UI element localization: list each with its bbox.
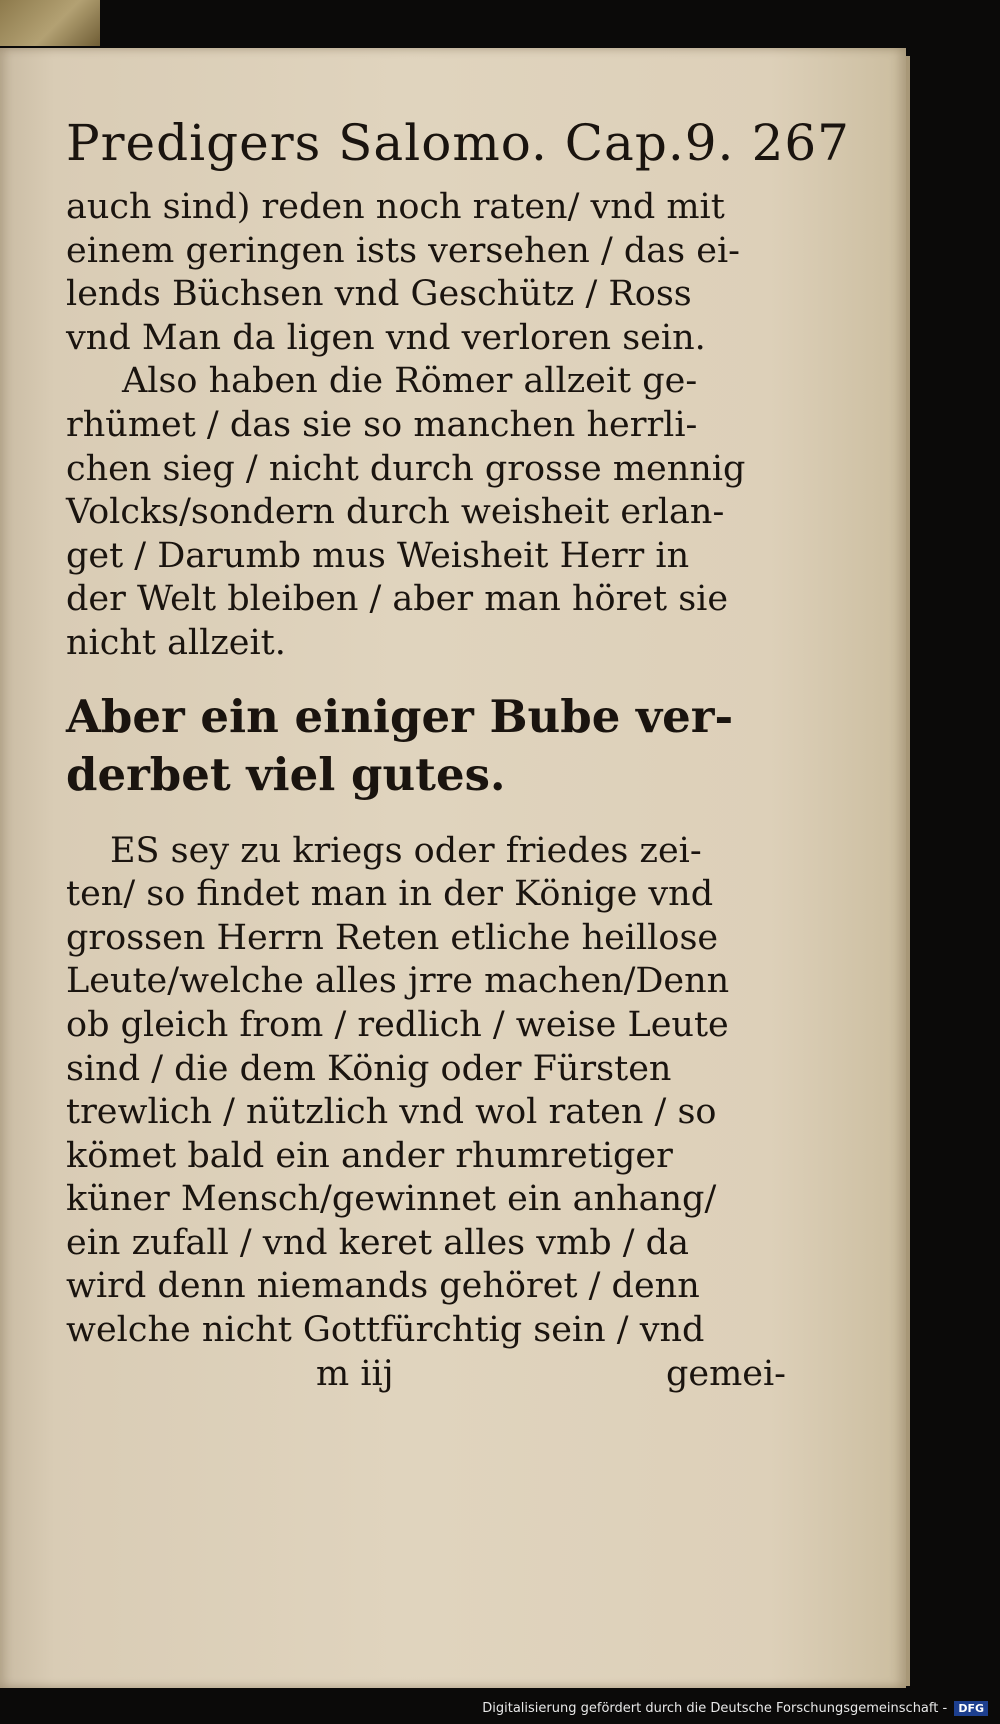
text-line: Also haben die Römer allzeit ge- [122,361,698,402]
signature-line [66,1353,786,1397]
text-line: küner Mensch/gewinnet ein anhang/ [66,1179,717,1220]
text-line: ob gleich from / redlich / weise Leute [66,1004,729,1045]
text-line: chen sieg / nicht durch grosse mennig [66,448,746,489]
heading-line: derbet viel gutes. [66,747,506,801]
text-line: nicht allzeit. [66,622,286,663]
dfg-logo-icon: DFG [954,1701,988,1716]
footer-credit: Digitalisierung gefördert durch die Deutsche Forschungsgemeinschaft - [482,1701,948,1716]
signature-mark: m iij [316,1353,394,1394]
paragraph-2 [66,360,786,665]
text-line: rhümet / das sie so manchen herrli- [66,404,698,445]
section-heading [66,688,786,804]
paragraph-3 [66,830,786,1353]
heading-line: Aber ein einiger Bube ver- [66,689,734,743]
text-line: welche nicht Gottfürchtig sein / vnd [66,1310,705,1351]
text-line: auch sind) reden noch raten/ vnd mit [66,187,725,227]
digitization-footer [0,1701,1000,1716]
catchword: gemei- [665,1353,786,1394]
text-line: get / Darumb mus Weisheit Herr in [66,535,690,576]
text-line: ten/ so findet man in der Könige vnd [66,874,714,915]
text-line: kömet bald ein ander rhumretiger [66,1135,673,1176]
text-line: einem geringen ists versehen / das ei- [66,230,740,271]
text-line: der Welt bleiben / aber man höret sie [66,579,729,620]
text-line: vnd Man da ligen vnd verloren sein. [66,317,706,358]
running-title: Predigers Salomo. Cap.9. [66,114,735,172]
text-line: ein zufall / vnd keret alles vmb / da [66,1222,689,1263]
text-line: grossen Herrn Reten etliche heillose [66,917,719,958]
running-header [66,100,850,186]
page-text [66,100,850,1396]
text-line: Leute/welche alles jrre machen/Denn [66,961,730,1002]
text-line: sind / die dem König oder Fürsten [66,1048,672,1089]
page-corner-tab [0,0,100,46]
text-line: wird denn niemands gehöret / denn [66,1266,700,1307]
text-line: lends Büchsen vnd Geschütz / Ross [66,274,692,315]
text-line: Volcks/sondern durch weisheit erlan- [66,492,725,533]
text-line: trewlich / nützlich vnd wol raten / so [66,1092,717,1133]
paragraph-1 [66,186,786,360]
page-edge [906,56,910,1686]
page-number: 267 [751,114,850,172]
text-line: ES sey zu kriegs oder friedes zei- [110,830,702,871]
